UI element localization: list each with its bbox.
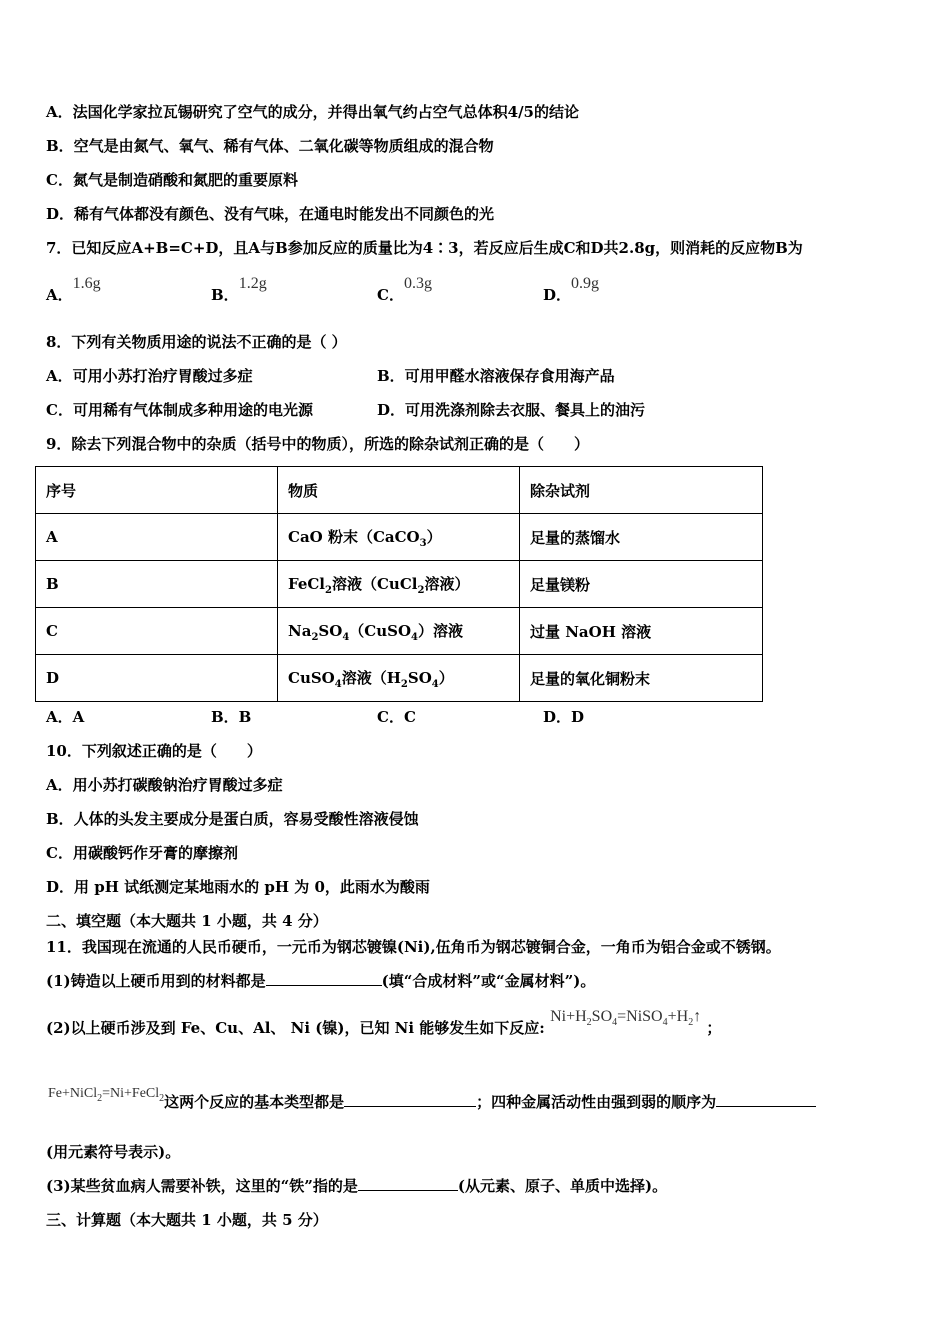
row-reagent: 足量镁粉	[520, 561, 763, 608]
reaction-equation-2: Fe+NiCl$_2$=Ni+FeCl$_2$	[48, 1086, 165, 1104]
q6-option-c: C．氮气是制造硝酸和氮肥的重要原料	[46, 171, 298, 189]
table-row	[36, 655, 763, 702]
q9-stem: 9．除去下列混合物中的杂质（括号中的物质），所选的除杂试剂正确的是（ ）	[46, 435, 589, 453]
header-cell: 物质	[278, 467, 520, 514]
q8-option-c: C．可用稀有气体制成多种用途的电光源	[46, 401, 313, 419]
row-substance: $Na_2SO_4(CuSO_4)$溶液	[278, 608, 520, 655]
row-substance: CuSO$_4$溶液$(H_2SO_4)$	[278, 655, 520, 702]
option-letter: D．	[543, 286, 572, 304]
option-value: 1.2g	[238, 275, 267, 292]
q10-option-a: A．用小苏打碳酸钠治疗胃酸过多症	[46, 776, 283, 794]
option-letter: C．	[377, 286, 404, 304]
q7-stem: 7．已知反应A+B=C+D，且A与B参加反应的质量比为4∶3，若反应后生成C和D共2.8g，则消耗的反应物B为	[46, 239, 803, 257]
q10-option-b: B．人体的头发主要成分是蛋白质，容易受酸性溶液侵蚀	[46, 810, 419, 828]
q10-option-d: D．用 pH 试纸测定某地雨水的 pH 为 0，此雨水为酸雨	[46, 878, 430, 896]
reaction-equation-1: $Ni+H_2SO_4=NiSO_4+H_2↑$	[550, 1008, 702, 1029]
q11-part2-line1: (2)以上硬币涉及到 Fe、Cu、Al、 Ni (镍)，已知 Ni 能够发生如下反应: $Ni+H_2SO_4=NiSO_4+H_2↑$ ；	[46, 1008, 722, 1037]
q11-part3: (3)某些贫血病人需要补铁，这里的“铁”指的是 (从元素、原子、单质中选择)。	[46, 1177, 668, 1195]
q11-part2-line3: (用元素符号表示)。	[46, 1143, 181, 1161]
row-reagent: 足量的氧化铜粉末	[520, 655, 763, 702]
q10-stem: 10．下列叙述正确的是（ ）	[46, 742, 262, 760]
option-letter: B．	[211, 286, 239, 304]
q9-option-b: B．B	[211, 708, 252, 726]
row-id: B	[36, 561, 278, 608]
q8-option-a: A．可用小苏打治疗胃酸过多症	[46, 367, 253, 385]
q6-option-b: B．空气是由氮气、氧气、稀有气体、二氧化碳等物质组成的混合物	[46, 137, 494, 155]
q9-table	[35, 466, 763, 702]
section-2-heading: 二、填空题（本大题共 1 小题，共 4 分）	[46, 912, 328, 930]
row-reagent: 过量 NaOH 溶液	[520, 608, 763, 655]
answer-blank	[358, 1176, 458, 1191]
option-letter: A．	[46, 286, 73, 304]
answer-blank	[266, 971, 382, 986]
row-substance: FeCl$_2$溶液（CuCl$_2$溶液）	[278, 561, 520, 608]
q6-option-d: D．稀有气体都没有颜色、没有气味，在通电时能发出不同颜色的光	[46, 205, 495, 223]
q7-option-d	[543, 275, 600, 306]
header-cell: 除杂试剂	[520, 467, 763, 514]
q7-option-c	[377, 275, 432, 306]
row-id: A	[36, 514, 278, 561]
q8-option-d: D．可用洗涤剂除去衣服、餐具上的油污	[377, 401, 646, 419]
row-reagent: 足量的蒸馏水	[520, 514, 763, 561]
answer-blank	[716, 1092, 816, 1107]
option-value: 0.9g	[571, 275, 600, 292]
table-row	[36, 608, 763, 655]
q11-part1: (1)铸造以上硬币用到的材料都是 (填“合成材料”或“金属材料”)。	[46, 972, 596, 990]
header-cell: 序号	[36, 467, 278, 514]
table-header-row	[36, 467, 763, 514]
q9-option-d: D．D	[543, 708, 585, 726]
option-value: 1.6g	[72, 275, 101, 292]
q11-part2-line2: Fe+NiCl$_2$=Ni+FeCl$_2$这两个反应的基本类型都是 ；四种金属活动性由强到弱的顺序为	[48, 1092, 816, 1119]
row-id: D	[36, 655, 278, 702]
row-substance: CaO 粉末（CaCO$_3$）	[278, 514, 520, 561]
q11-stem: 11．我国现在流通的人民币硬币，一元币为钢芯镀镍(Ni),伍角币为钢芯镀铜合金，一角币为铝合金或不锈钢。	[46, 938, 781, 956]
q7-option-a	[46, 275, 101, 306]
q9-option-c: C．C	[377, 708, 416, 726]
option-value: 0.3g	[403, 275, 432, 292]
q9-option-a: A．A	[46, 708, 85, 726]
table-row	[36, 561, 763, 608]
table-row	[36, 514, 763, 561]
section-3-heading: 三、计算题（本大题共 1 小题，共 5 分）	[46, 1211, 328, 1229]
q6-option-a: A．法国化学家拉瓦锡研究了空气的成分，并得出氧气约占空气总体积4/5的结论	[46, 103, 579, 121]
q10-option-c: C．用碳酸钙作牙膏的摩擦剂	[46, 844, 238, 862]
q8-stem: 8．下列有关物质用途的说法不正确的是（ ）	[46, 333, 347, 351]
q7-option-b	[211, 275, 267, 306]
answer-blank	[344, 1092, 476, 1107]
q8-option-b: B．可用甲醛水溶液保存食用海产品	[377, 367, 615, 385]
row-id: C	[36, 608, 278, 655]
